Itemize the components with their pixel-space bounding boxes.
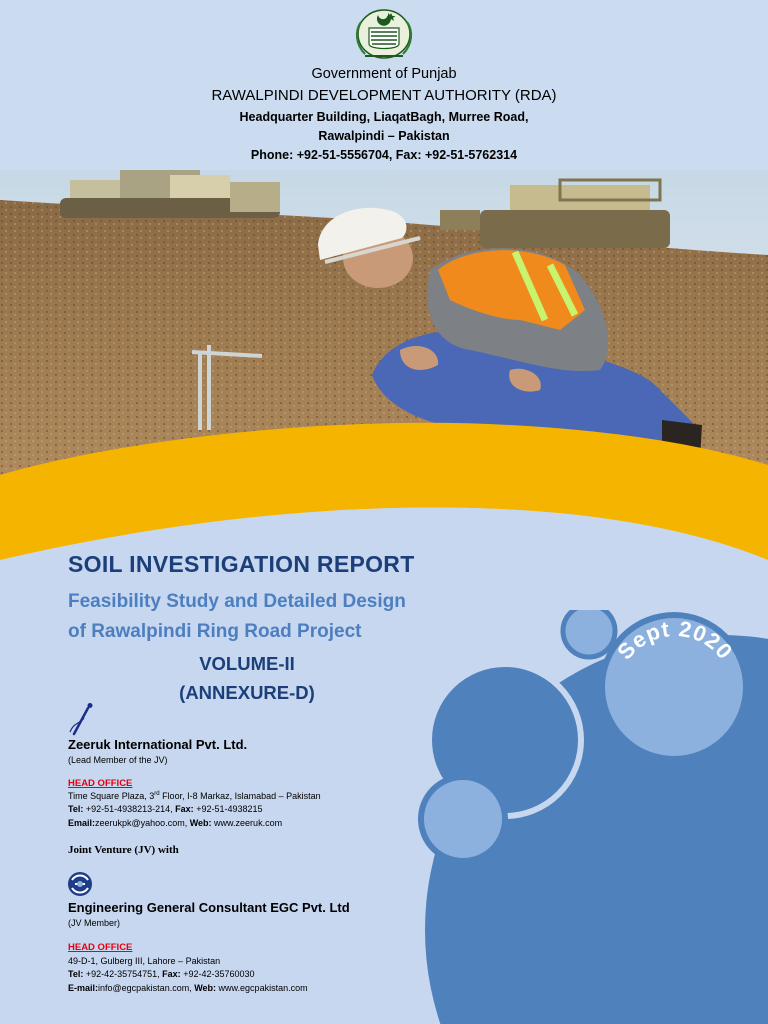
- report-date: Sept 2020: [612, 615, 738, 665]
- header: [0, 0, 768, 170]
- jv-member-name: Engineering General Consultant EGC Pvt. Ltd: [68, 900, 350, 915]
- jv-member-role: (JV Member): [68, 918, 121, 928]
- lead-member-name: Zeeruk International Pvt. Ltd.: [68, 737, 248, 752]
- lead-head-office-label: HEAD OFFICE: [68, 778, 133, 789]
- authority-name: RAWALPINDI DEVELOPMENT AUTHORITY (RDA): [211, 87, 557, 104]
- jv-tel-fax: Tel: +92-42-35754751, Fax: +92-42-35760030: [68, 969, 255, 979]
- lead-member-role: (Lead Member of the JV): [68, 755, 168, 765]
- svg-text:Sept 2020: [612, 616, 738, 664]
- date-badge: [600, 615, 750, 758]
- address-line-1: Headquarter Building, LiaqatBagh, Murree Road,: [239, 110, 529, 124]
- lead-tel-fax: Tel: +92-51-4938213-214, Fax: +92-51-4938215: [68, 804, 263, 814]
- jv-address: 49-D-1, Gulberg III, Lahore – Pakistan: [68, 956, 221, 966]
- joint-venture-label: Joint Venture (JV) with: [68, 844, 179, 856]
- project-subtitle-line-2: of Rawalpindi Ring Road Project: [68, 621, 362, 642]
- phone-fax: Phone: +92-51-5556704, Fax: +92-51-5762314: [250, 148, 518, 162]
- egc-logo-icon: [66, 870, 94, 898]
- punjab-government-emblem-icon: [345, 4, 423, 62]
- jv-head-office-label: HEAD OFFICE: [68, 942, 133, 953]
- address-line-2: Rawalpindi – Pakistan: [318, 129, 450, 143]
- small-blue-circle: [421, 777, 505, 861]
- jv-email-web: E-mail:info@egcpakistan.com, Web: www.egcpakistan.com: [68, 983, 308, 993]
- volume-label: VOLUME-II: [199, 653, 295, 674]
- yellow-arc-overlay: [0, 410, 768, 610]
- project-subtitle-line-1: Feasibility Study and Detailed Design: [68, 591, 406, 612]
- report-title: SOIL INVESTIGATION REPORT: [68, 551, 415, 577]
- zeeruk-logo-icon: [68, 702, 96, 736]
- lead-address: Time Square Plaza, 3rd Floor, I-8 Markaz, Islamabad – Pakistan: [68, 791, 321, 801]
- government-name: Government of Punjab: [311, 66, 457, 82]
- lead-email-web: Email:zeerukpk@yahoo.com, Web: www.zeeruk.com: [68, 818, 283, 828]
- annexure-label: (ANNEXURE-D): [179, 682, 315, 703]
